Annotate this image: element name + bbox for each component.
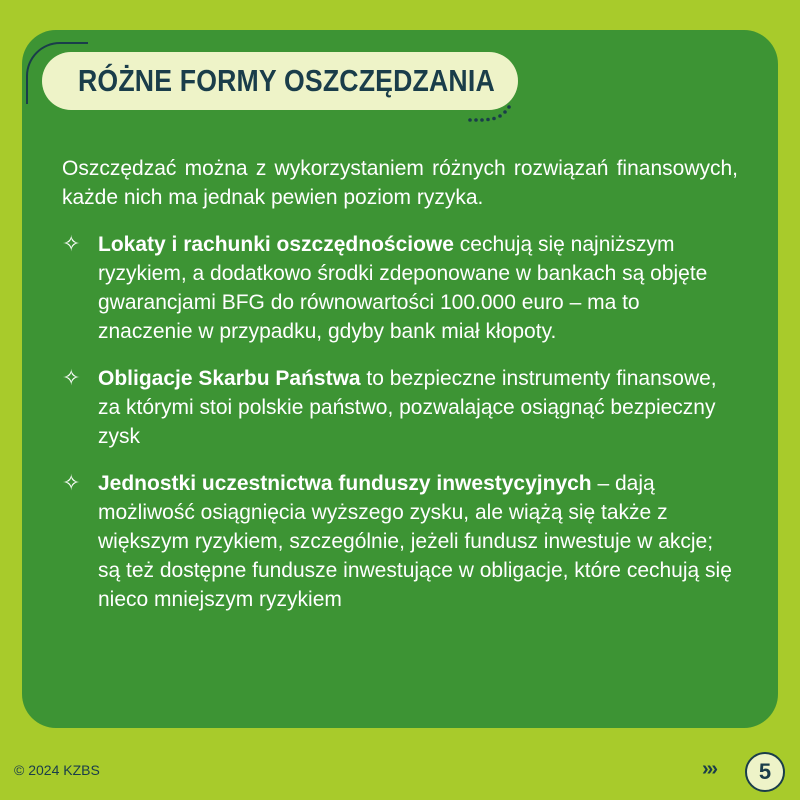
title-decor-dots <box>440 60 540 130</box>
item-heading: Jednostki uczestnictwa funduszy inwestycyjnych <box>98 472 592 495</box>
item-heading: Obligacje Skarbu Państwa <box>98 367 361 390</box>
intro-text: Oszczędzać można z wykorzystaniem różnych rozwiązań finansowych, każde nich ma jednak pewien poziom ryzyka. <box>62 157 738 209</box>
sparkle-bullet-icon: ✧ <box>62 232 81 257</box>
main-content <box>62 154 738 632</box>
item-heading: Lokaty i rachunki oszczędnościowe <box>98 233 454 256</box>
item-text: cechują się najniższym ryzykiem, a dodatkowo środki zdeponowane w bankach są objęte gwarancjami BFG do równowartości 100.000 euro – ma to znaczenie w przypadku, gdyby bank miał kłopoty. <box>98 233 708 343</box>
sparkle-bullet-icon: ✧ <box>62 471 81 496</box>
page-number: 5 <box>745 752 785 792</box>
item-text: – dają możliwość osiągnięcia wyższego zysku, ale wiążą się także z większym ryzykiem, szczególnie, jeżeli fundusz inwestuje w akcje; są też dostępne fundusze inwestujące w obligacje, które cechują się nieco mniejszym ryzykiem <box>98 472 732 611</box>
page-title: RÓŻNE FORMY OSZCZĘDZANIA <box>78 63 495 98</box>
list-item <box>62 230 738 346</box>
list-item <box>62 364 738 451</box>
list-item <box>62 469 738 614</box>
next-chevrons-icon[interactable]: ››› <box>702 758 716 780</box>
copyright-text: © 2024 KZBS <box>14 762 100 778</box>
sparkle-bullet-icon: ✧ <box>62 366 81 391</box>
item-text: to bezpieczne instrumenty finansowe, za którymi stoi polskie państwo, pozwalające osiągnąć bezpieczny zysk <box>98 367 717 448</box>
